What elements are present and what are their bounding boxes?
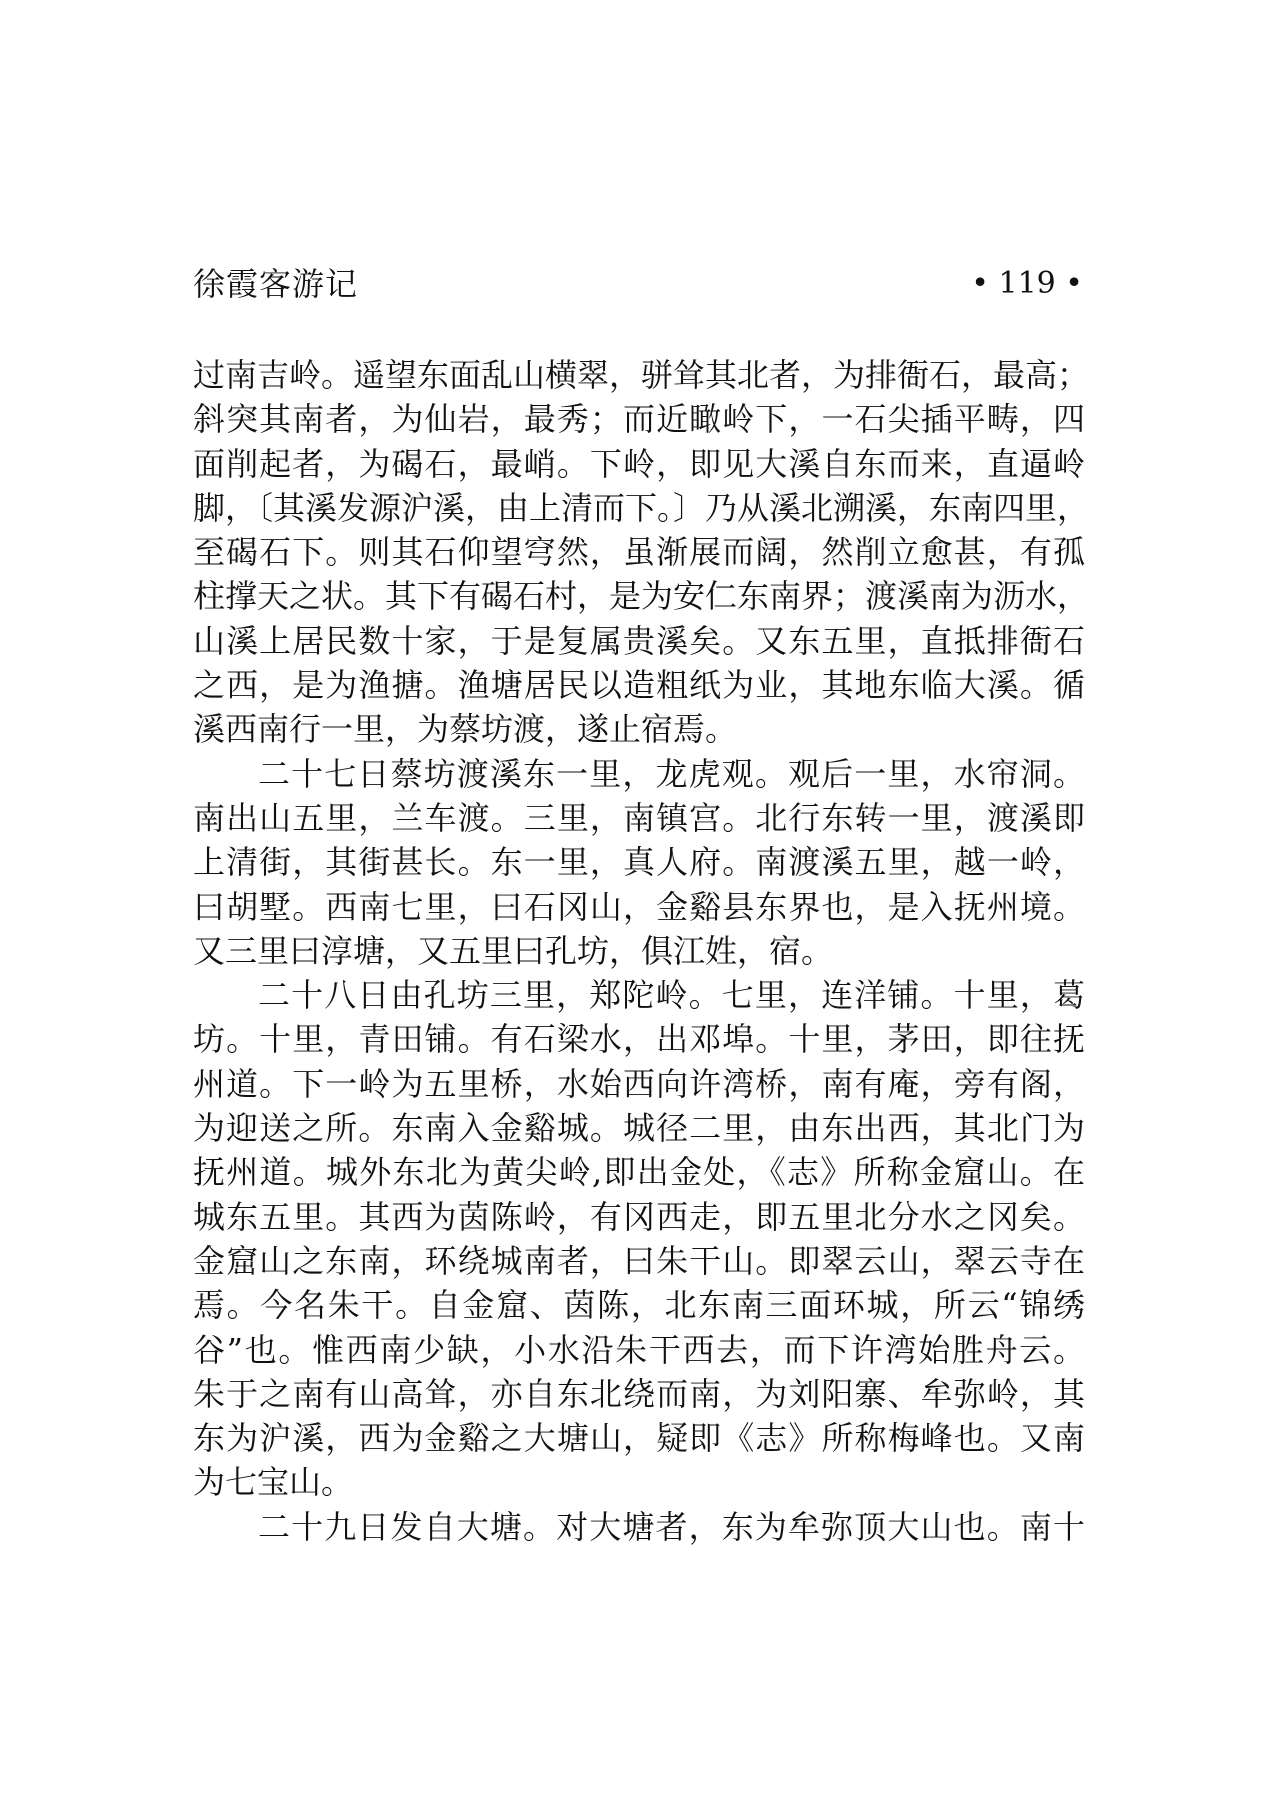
text-line: 山溪上居民数十家，于是复属贵溪矣。又东五里，直抵排衙石 xyxy=(193,621,1085,660)
text-line: 金窟山之东南，环绕城南者，曰朱干山。即翠云山，翠云寺在 xyxy=(193,1241,1085,1280)
text-line: 二十八日由孔坊三里，郑陀岭。七里，连洋铺。十里，葛 xyxy=(258,976,1085,1015)
text-line: 曰胡墅。西南七里，曰石冈山，金谿县东界也，是入抚州境。 xyxy=(193,887,1085,926)
running-header xyxy=(193,262,1083,306)
book-title: 徐霞客游记 xyxy=(193,265,359,303)
text-line: 东为沪溪，西为金谿之大塘山，疑即《志》所称梅峰也。又南 xyxy=(193,1419,1085,1458)
text-line: 柱撑天之状。其下有碣石村，是为安仁东南界；渡溪南为沥水， xyxy=(193,577,1090,616)
text-line: 为七宝山。 xyxy=(193,1463,354,1502)
text-line: 脚，〔其溪发源沪溪，由上清而下。〕乃从溪北溯溪，东南四里， xyxy=(193,488,1090,527)
text-line: 面削起者，为碣石，最峭。下岭，即见大溪自东而来，直逼岭 xyxy=(193,444,1085,483)
text-line: 城东五里。其西为茵陈岭，有冈西走，即五里北分水之冈矣。 xyxy=(193,1197,1085,1236)
body-text xyxy=(193,353,1090,1549)
text-line: 为迎送之所。东南入金谿城。城径二里，由东出西，其北门为 xyxy=(193,1109,1085,1148)
text-line: 抚州道。城外东北为黄尖岭,即出金处，《志》所称金窟山。在 xyxy=(193,1153,1085,1192)
text-line: 朱于之南有山高耸，亦自东北绕而南，为刘阳寨、牟弥岭，其 xyxy=(193,1374,1085,1413)
text-line: 又三里曰淳塘，又五里曰孔坊，俱江姓，宿。 xyxy=(193,931,834,970)
text-line: 二十七日蔡坊渡溪东一里，龙虎观。观后一里，水帘洞。 xyxy=(258,754,1085,793)
text-line: 焉。今名朱干。自金窟、茵陈，北东南三面环城，所云“锦绣 xyxy=(193,1286,1085,1325)
text-line: 二十九日发自大塘。对大塘者，东为牟弥顶大山也。南十 xyxy=(258,1507,1085,1546)
text-line: 斜突其南者，为仙岩，最秀；而近瞰岭下，一石尖插平畴，四 xyxy=(193,400,1085,439)
text-line: 溪西南行一里，为蔡坊渡，遂止宿焉。 xyxy=(193,710,738,749)
text-line: 上清街，其街甚长。东一里，真人府。南渡溪五里，越一岭， xyxy=(193,843,1085,882)
text-line: 坊。十里，青田铺。有石梁水，出邓埠。十里，茅田，即往抚 xyxy=(193,1020,1085,1059)
text-line: 过南吉岭。遥望东面乱山横翠，骈耸其北者，为排衙石，最高； xyxy=(193,356,1090,394)
text-line: 南出山五里，兰车渡。三里，南镇宫。北行东转一里，渡溪即 xyxy=(193,798,1085,837)
page-number: • 119 • xyxy=(971,266,1083,301)
text-line: 谷”也。惟西南少缺，小水沿朱干西去，而下许湾始胜舟云。 xyxy=(193,1330,1085,1369)
text-line: 之西，是为渔搪。渔塘居民以造粗纸为业，其地东临大溪。循 xyxy=(193,666,1085,705)
text-line: 州道。下一岭为五里桥，水始西向许湾桥，南有庵，旁有阁， xyxy=(193,1064,1085,1103)
text-line: 至碣石下。则其石仰望穹然，虽渐展而阔，然削立愈甚，有孤 xyxy=(193,533,1085,572)
